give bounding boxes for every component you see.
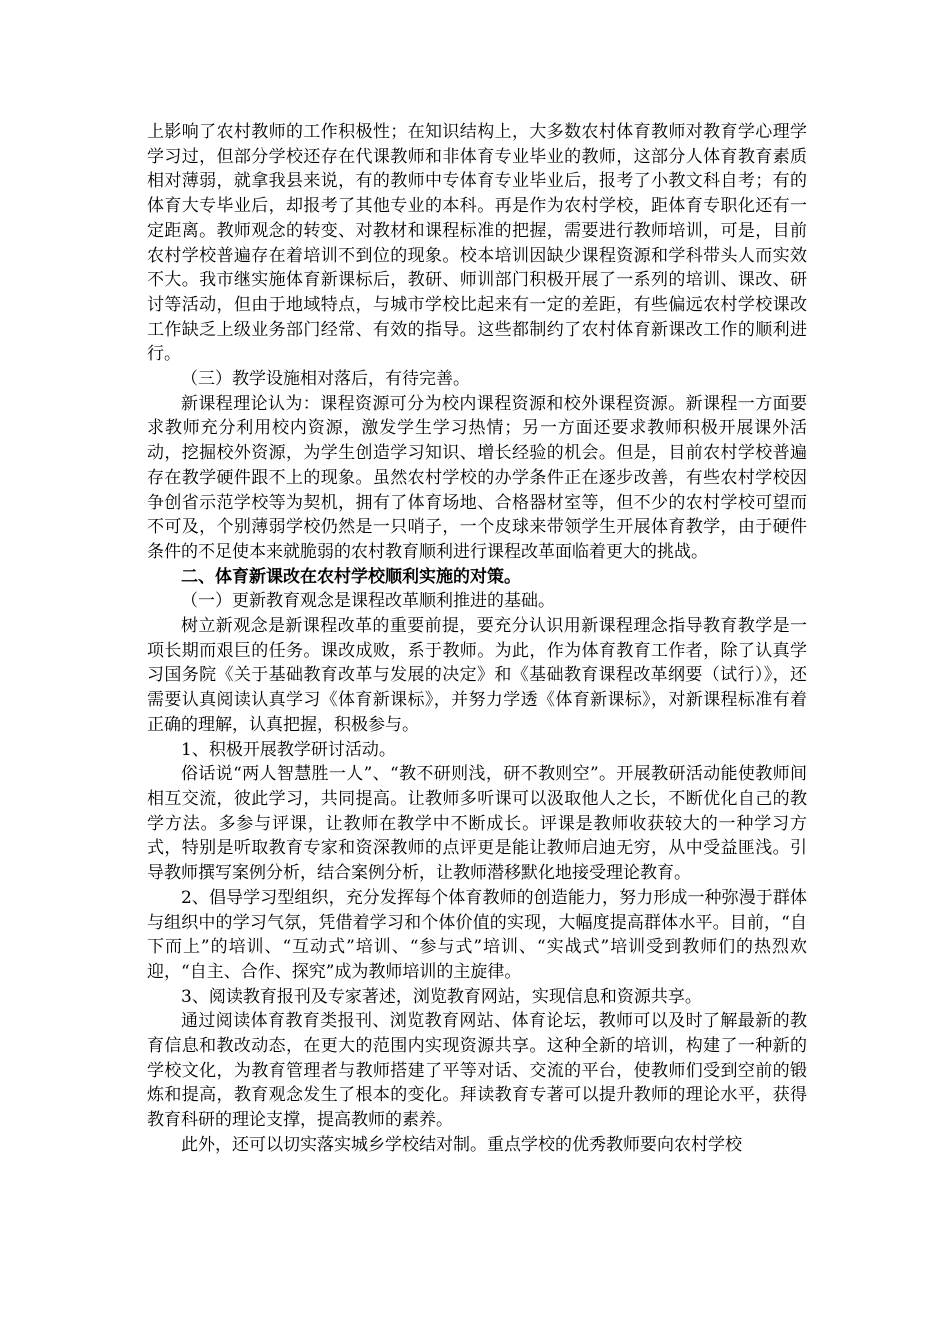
subheading-facilities: （三）教学设施相对落后，有待完善。 — [181, 369, 470, 390]
paragraph-reading: 通过阅读体育教育类报刊、浏览教育网站、体育论坛，教师可以及时了解最新的教育信息和教改动态，在更大的范围内实现资源共享。这种全新的培训，构建了一种新的学校文化，为教育管理者与教师搭建了平等对话、交流的平台，使教师们受到空前的锻炼和提高，教育观念发生了根本的变化。拜读教育专著可以提升教师的理论水平，获得教育科研的理论支撑，提高教师的素养。 — [147, 1011, 807, 1131]
paragraph-curriculum-resources: 新课程理论认为：课程资源可分为校内课程资源和校外课程资源。新课程一方面要求教师充分利用校内资源，激发学生学习热情；另一方面还要求教师积极开展课外活动，挖掘校外资源，为学生创造学习知识、增长经验的机会。但是，目前农村学校普遍存在教学硬件跟不上的现象。虽然农村学校的办学条件正在逐步改善，有些农村学校因争创省示范学校等为契机，拥有了体育场地、合格器材室等，但不少的农村学校可望而不可及，个别薄弱学校仍然是一只哨子，一个皮球来带领学生开展体育教学，由于硬件条件的不足使本来就脆弱的农村教育顺利进行课程改革面临着更大的挑战。 — [147, 393, 807, 562]
section-heading-countermeasures: 二、体育新课改在农村学校顺利实施的对策。 — [181, 566, 521, 587]
paragraph-pairing: 此外，还可以切实落实城乡学校结对制。重点学校的优秀教师要向农村学校 — [181, 1134, 742, 1155]
paragraph-learning-organization: 2、倡导学习型组织，充分发挥每个体育教师的创造能力，努力形成一种弥漫于群体与组织中的学习气氛，凭借着学习和个体价值的实现，大幅度提高群体水平。目前，“自下而上”的培训、“互动式”培训、“参与式”培训、“实战式”培训受到教师们的热烈欢迎，“自主、合作、探究”成为教师培训的主旋律。 — [147, 887, 807, 982]
subheading-update-concepts: （一）更新教育观念是课程改革顺利推进的基础。 — [181, 591, 555, 612]
paragraph-research-activities: 俗话说“两人智慧胜一人”、“教不研则浅，研不教则空”。开展教研活动能使教师间相互交流，彼此学习，共同提高。让教师多听课可以汲取他人之长，不断优化自己的教学方法。多参与评课，让教师在教学中不断成长。评课是教师收获较大的一种学习方式，特别是听取教育专家和资深教师的点评更是能让教师启迪无穷，从中受益匪浅。引导教师撰写案例分析，结合案例分析，让教师潜移默化地接受理论教育。 — [147, 764, 807, 884]
item-heading-reading: 3、阅读教育报刊及专家著述，浏览教育网站，实现信息和资源共享。 — [181, 986, 702, 1007]
paragraph-continued: 上影响了农村教师的工作积极性；在知识结构上，大多数农村体育教师对教育学心理学学习过，但部分学校还存在代课教师和非体育专业毕业的教师，这部分人体育教育素质相对薄弱，就拿我县来说，有的教师中专体育专业毕业后，报考了小教文科自考；有的体育大专毕业后，却报考了其他专业的本科。再是作为农村学校，距体育专职化还有一定距离。教师观念的转变、对教材和课程标准的把握，需要进行教师培训，可是，目前农村学校普遍存在着培训不到位的现象。校本培训因缺少课程资源和学科带头人而实效不大。我市继实施体育新课标后，教研、师训部门积极开展了一系列的培训、课改、研讨等活动，但由于地域特点，与城市学校比起来有一定的差距，有些偏远农村学校课改工作缺乏上级业务部门经常、有效的指导。这些都制约了农村体育新课改工作的顺利进行。 — [147, 122, 807, 365]
document-page — [147, 120, 807, 1158]
item-heading-research-activities: 1、积极开展教学研讨活动。 — [181, 739, 396, 760]
paragraph-new-concepts: 树立新观念是新课程改革的重要前提，要充分认识用新课程理念指导教育教学是一项长期而艰巨的任务。课改成败，系于教师。为此，作为体育教育工作者，除了认真学习国务院《关于基础教育改革与发展的决定》和《基础教育课程改革纲要（试行）》，还需要认真阅读认真学习《体育新课标》，并努力学透《体育新课标》，对新课程标准有着正确的理解，认真把握，积极参与。 — [147, 616, 807, 735]
